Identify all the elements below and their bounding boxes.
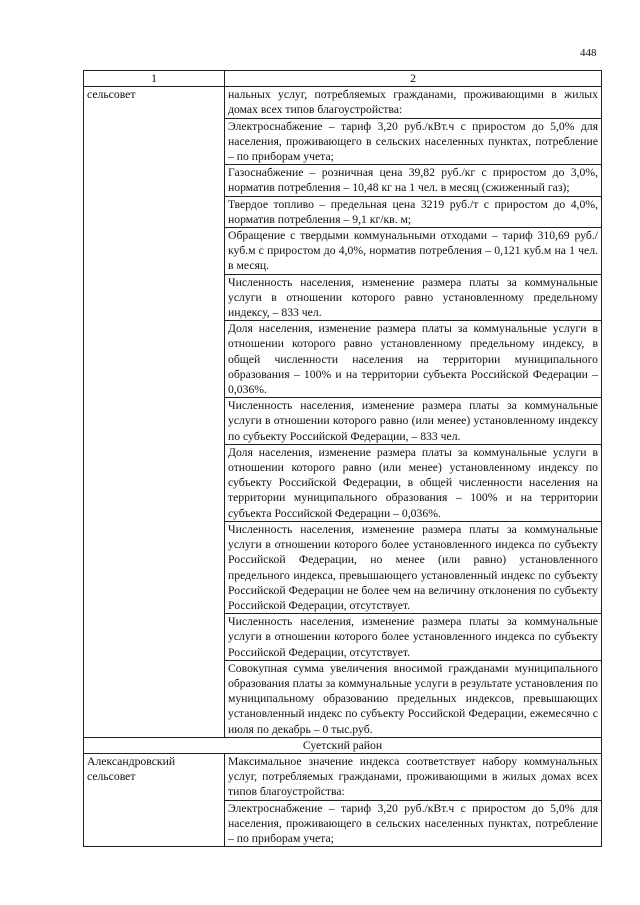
details-cell [225, 87, 602, 738]
paragraph: Газоснабжение – розничная цена 39,82 руб./кг с приростом до 3,0%, норматив потребления – 10,48 кг на 1 чел. в месяц (сжиженный газ); [225, 164, 601, 195]
region-row [84, 737, 602, 753]
paragraph: Численность населения, изменение размера платы за коммунальные услуги в отношении которого равно (или менее) установленному индексу по субъекту Российской Федерации, – 833 чел. [225, 397, 601, 444]
paragraph: Совокупная сумма увеличения вносимой гражданами муниципального образования платы за коммунальные услуги в результате установления по муниципальному образованию предельных индексов, превышающих установленный индекс по субъекту Российской Федерации, ежемесячно с июля по декабрь – 0 тыс.руб. [225, 660, 601, 737]
paragraph: Электроснабжение – тариф 3,20 руб./кВт.ч с приростом до 5,0% для населения, проживающего в сельских населенных пунктах, потребление – по приборам учета; [225, 118, 601, 165]
paragraph: Доля населения, изменение размера платы за коммунальные услуги в отношении которого равно (или менее) установленному индексу по субъекту Российской Федерации, в общей численности населения на территории муниципального образования – 100% и на территории субъекта Российской Федерации – 0,036%. [225, 444, 601, 521]
document-table [83, 70, 602, 847]
paragraph: Численность населения, изменение размера платы за коммунальные услуги в отношении которого более установленного индекса по субъекту Российской Федерации, отсутствует. [225, 613, 601, 660]
paragraph: Численность населения, изменение размера платы за коммунальные услуги в отношении которого более установленного индекса по субъекту Российской Федерации, но менее (или равно) установленного предельного индекса, превышающего установленный индекс по субъекту Российской Федерации не более чем на величину отклонения по субъекту Российской Федерации, отсутствует. [225, 521, 601, 613]
paragraph: Электроснабжение – тариф 3,20 руб./кВт.ч с приростом до 5,0% для населения, проживающего в сельских населенных пунктах, потребление – по приборам учета; [225, 800, 601, 847]
paragraph: Обращение с твердыми коммунальными отходами – тариф 310,69 руб./куб.м с приростом до 4,0%, норматив потребления – 0,121 куб.м на 1 чел. в месяц. [225, 227, 601, 274]
page-number: 448 [580, 47, 597, 59]
municipality-cell: сельсовет [84, 87, 225, 738]
region-title: Суетский район [84, 737, 602, 753]
paragraph: Численность населения, изменение размера платы за коммунальные услуги в отношении которого равно установленному предельному индексу, – 833 чел. [225, 274, 601, 321]
table-row [84, 753, 602, 846]
table-header-row [84, 71, 602, 87]
table-row [84, 87, 602, 738]
paragraph: нальных услуг, потребляемых гражданами, проживающими в жилых домах всех типов благоустройства: [228, 88, 598, 117]
column-header-1: 1 [84, 71, 225, 87]
paragraph: Доля населения, изменение размера платы за коммунальные услуги в отношении которого равно установленному предельному индексу, в общей численности населения на территории муниципального образования – 100% и на территории субъекта Российской Федерации – 0,036%. [225, 320, 601, 397]
paragraph: Твердое топливо – предельная цена 3219 руб./т с приростом до 4,0%, норматив потребления – 9,1 кг/кв. м; [225, 196, 601, 227]
paragraph: Максимальное значение индекса соответствует набору коммунальных услуг, потребляемых гражданами, проживающими в жилых домах всех типов благоустройства: [228, 754, 598, 799]
municipality-cell: Александровский сельсовет [84, 753, 225, 846]
column-header-2: 2 [225, 71, 602, 87]
details-cell [225, 753, 602, 846]
